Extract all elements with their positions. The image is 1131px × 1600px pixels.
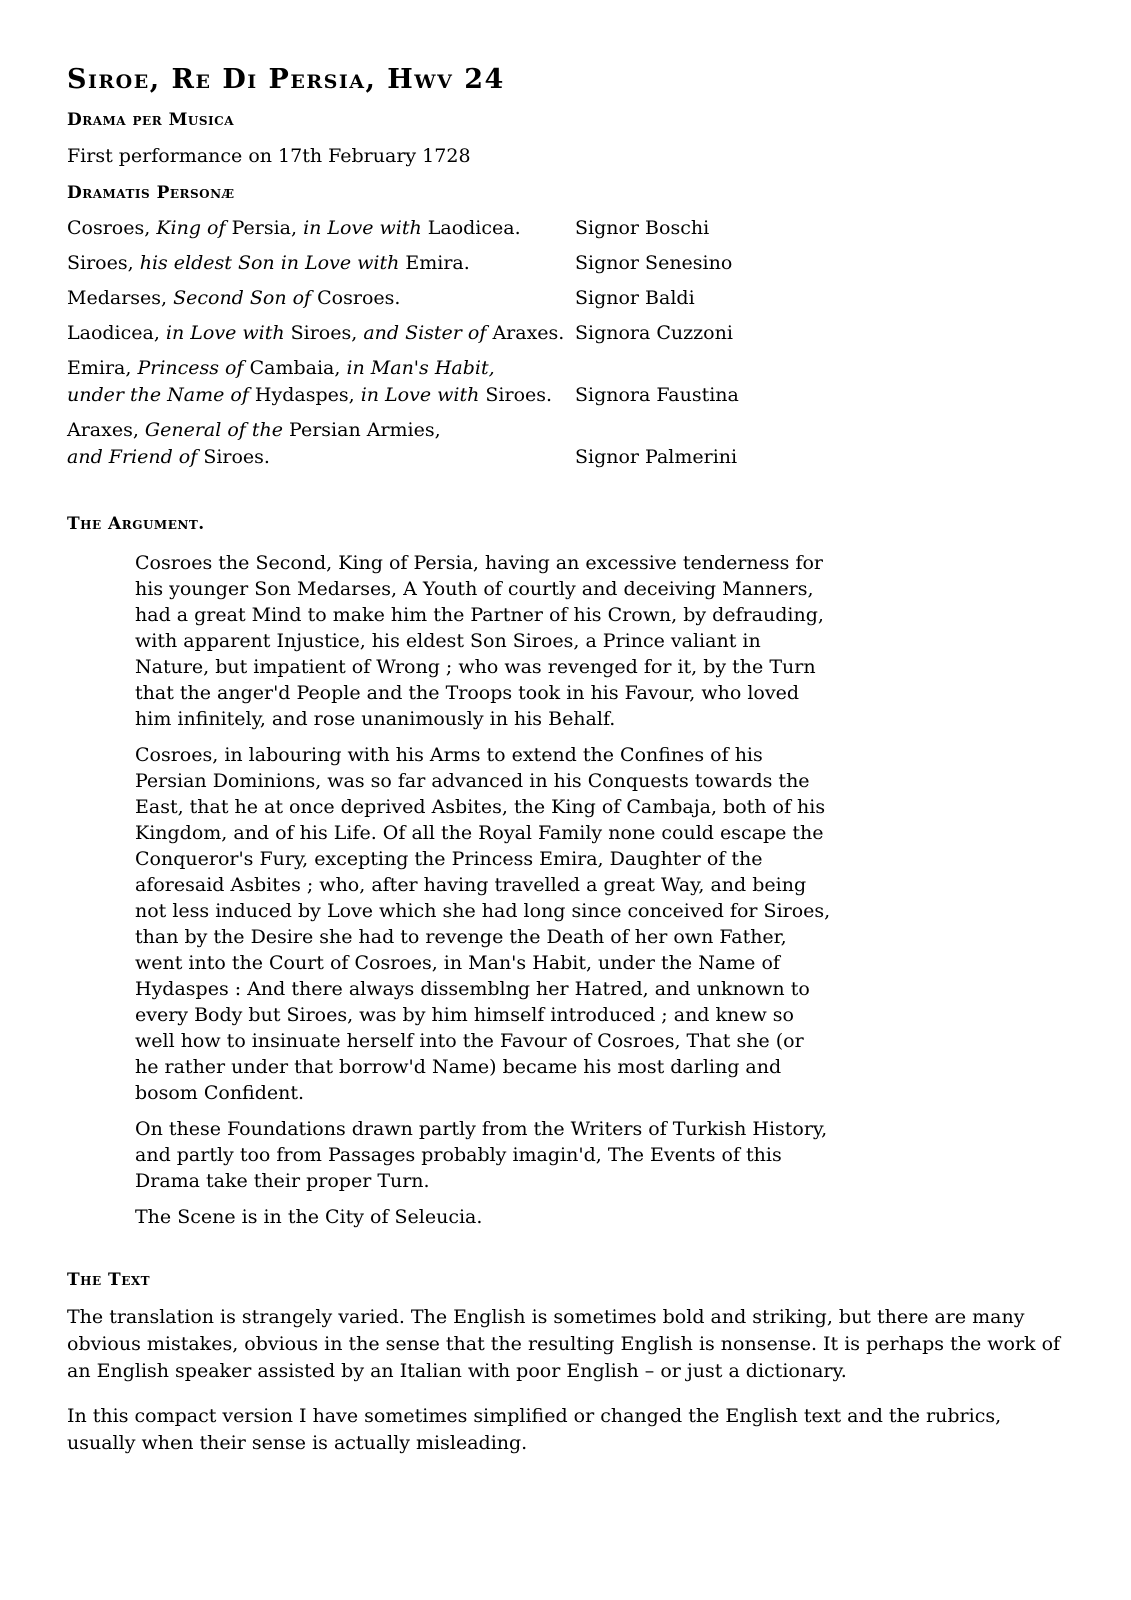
cast-description: [67, 320, 575, 347]
cast-role-descriptor: in Man's Habit,: [346, 357, 495, 380]
text-paragraph: In this compact version I have sometimes simplified or changed the English text and the rubrics, usually when their sense is actually misleading.: [67, 1404, 1002, 1454]
text-paragraph: The translation is strangely varied. The English is sometimes bold and striking, but there are many obvious mistakes, obvious in the sense that the resulting English is nonsense. It is perhaps the work of an English speaker assisted by an Italian with poor English – or just a dictionary.: [67, 1305, 1061, 1382]
argument-heading: The Argument.: [67, 514, 205, 535]
cast-character-name: Medarses,: [67, 287, 174, 310]
argument-paragraph: Cosroes the Second, King of Persia, having an excessive tenderness for his younger Son Medarses, A Youth of courtly and deceiving Manners, had a great Mind to make him the Partner of his Crown, by defrauding, with apparent Injustice, his eldest Son Siroes, a Prince valiant in Nature, but impatient of Wrong ; who was revenged for it, by the Turn that the anger'd People and the Troops took in his Favour, who loved him infinitely, and rose unanimously in his Behalf.: [135, 551, 824, 730]
cast-row: [67, 320, 1067, 347]
cast-character-name: Persia,: [231, 217, 304, 240]
cast-role-descriptor: Second Son of: [173, 287, 318, 310]
cast-role-descriptor: and Friend of: [67, 446, 204, 469]
cast-row: [67, 355, 1067, 409]
cast-performer: Signora Faustina: [575, 384, 739, 407]
cast-character-name: Laodicea.: [427, 217, 521, 240]
cast-character-name: Laodicea,: [67, 322, 166, 345]
argument-paragraphs: [67, 550, 1067, 1230]
cast-description: [67, 215, 575, 242]
cast-character-name: Emira.: [405, 252, 470, 275]
cast-role-descriptor: in Love with: [360, 384, 486, 407]
cast-description: [67, 417, 575, 471]
cast-character-name: Cosroes,: [67, 217, 157, 240]
cast-role-descriptor: King of: [156, 217, 232, 240]
argument-paragraph: Cosroes, in labouring with his Arms to extend the Confines of his Persian Dominions, was so far advanced in his Conquests towards the East, that he at once deprived Asbites, the King of Cambaja, both of his Kingdom, and of his Life. Of all the Royal Family none could escape the Conqueror's Fury, excepting the Princess Emira, Daughter of the aforesaid Asbites ; who, after having travelled a great Way, and being not less induced by Love which she had long since conceived for Siroes, than by the Desire she had to revenge the Death of her own Father, went into the Court of Cosroes, in Man's Habit, under the Name of Hydaspes : And there always dissemblng her Hatred, and unknown to every Body but Siroes, was by him himself introduced ; and knew so well how to insinuate herself into the Favour of Cosroes, That she (or he rather under that borrow'd Name) became his most darling and bosom Confident.: [135, 743, 831, 1104]
cast-character-name: Emira,: [67, 357, 138, 380]
cast-description: [67, 355, 575, 409]
cast-role-descriptor: his eldest Son in Love with: [139, 252, 406, 275]
cast-description: [67, 285, 575, 312]
page-title: Siroe, Re Di Persia, Hwv 24: [67, 64, 505, 95]
argument-paragraph: On these Foundations drawn partly from the Writers of Turkish History, and partly too from Passages probably imagin'd, The Events of this Drama take their proper Turn.: [135, 1117, 828, 1192]
cast-character-name: Hydaspes,: [254, 384, 361, 407]
argument-section: [67, 514, 1067, 1229]
cast-list: [67, 215, 1067, 471]
cast-character-name: Siroes.: [485, 384, 553, 407]
argument-paragraph: The Scene is in the City of Seleucia.: [135, 1205, 483, 1228]
cast-character-name: Cambaia,: [249, 357, 347, 380]
cast-description: [67, 250, 575, 277]
text-heading: The Text: [67, 1269, 151, 1290]
cast-performer: Signor Boschi: [575, 217, 710, 240]
cast-role-descriptor: Princess of: [137, 357, 250, 380]
text-paragraphs: [67, 1304, 1067, 1457]
cast-character-name: Siroes,: [290, 322, 364, 345]
subtitle-drama-per-musica: Drama per Musica: [67, 110, 235, 131]
cast-character-name: Araxes,: [67, 419, 145, 442]
cast-role-descriptor: under the Name of: [67, 384, 255, 407]
cast-role-descriptor: in Love with: [165, 322, 291, 345]
cast-row: [67, 250, 1067, 277]
cast-row: [67, 285, 1067, 312]
cast-character-name: Siroes.: [203, 446, 270, 469]
cast-role-descriptor: General of the: [144, 419, 290, 442]
dramatis-personae-heading: Dramatis Personæ: [67, 182, 235, 203]
text-section: [67, 1270, 1067, 1457]
cast-performer: Signora Cuzzoni: [575, 322, 733, 345]
cast-performer: Signor Baldi: [575, 287, 695, 310]
first-performance-line: First performance on 17th February 1728: [67, 144, 471, 167]
cast-performer: Signor Palmerini: [575, 446, 738, 469]
cast-role-descriptor: in Love with: [303, 217, 428, 240]
cast-character-name: Siroes,: [67, 252, 140, 275]
cast-character-name: Cosroes.: [317, 287, 401, 310]
cast-performer: Signor Senesino: [575, 252, 733, 275]
cast-role-descriptor: and Sister of: [363, 322, 493, 345]
cast-character-name: Araxes.: [492, 322, 565, 345]
cast-row: [67, 215, 1067, 242]
cast-character-name: Persian Armies,: [289, 419, 441, 442]
cast-row: [67, 417, 1067, 471]
